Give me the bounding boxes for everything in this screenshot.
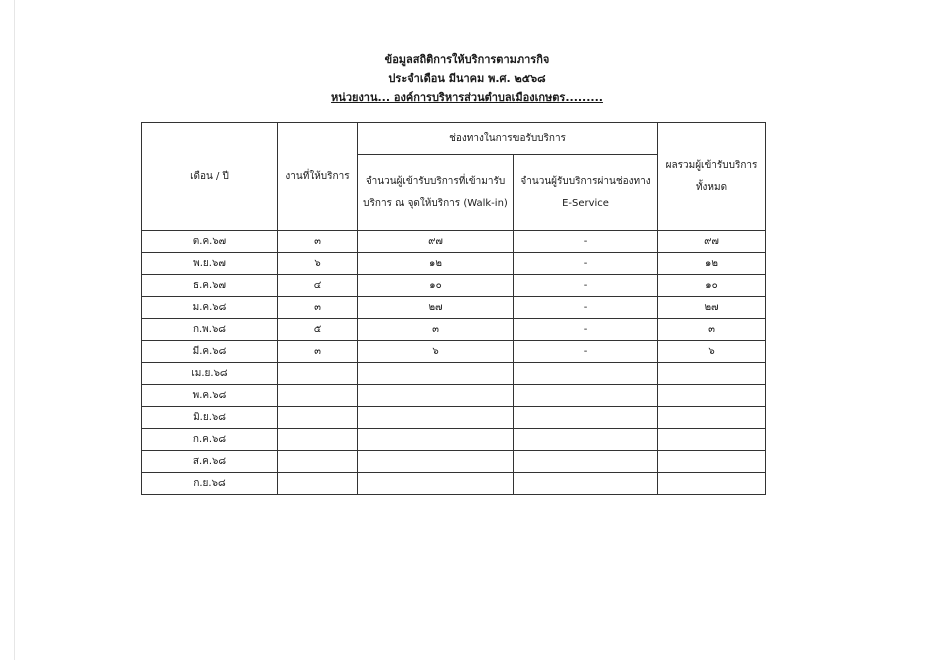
cell-tasks: ๔ [278, 275, 358, 297]
cell-tasks [278, 473, 358, 495]
cell-eservice: - [514, 231, 658, 253]
cell-eservice [514, 363, 658, 385]
cell-walkin: ๑๒ [358, 253, 514, 275]
cell-walkin [358, 385, 514, 407]
table-row [142, 363, 766, 385]
cell-tasks: ๓ [278, 297, 358, 319]
header-eservice: จำนวนผู้รับบริการผ่านช่องทาง E-Service [514, 155, 658, 231]
table-body [142, 231, 766, 495]
table-row [142, 319, 766, 341]
header-walkin: จำนวนผู้เข้ารับบริการที่เข้ามารับบริการ ณ จุดให้บริการ (Walk-in) [358, 155, 514, 231]
table-row [142, 407, 766, 429]
cell-month: พ.ค.๖๘ [142, 385, 278, 407]
cell-month: ก.พ.๖๘ [142, 319, 278, 341]
cell-eservice: - [514, 253, 658, 275]
cell-month: ต.ค.๖๗ [142, 231, 278, 253]
cell-month: ก.ย.๖๘ [142, 473, 278, 495]
cell-total [658, 407, 766, 429]
cell-total: ๑๐ [658, 275, 766, 297]
cell-eservice [514, 407, 658, 429]
table-header-row [142, 123, 766, 155]
cell-walkin [358, 473, 514, 495]
cell-eservice: - [514, 319, 658, 341]
table-row [142, 473, 766, 495]
cell-walkin [358, 451, 514, 473]
cell-tasks: ๖ [278, 253, 358, 275]
cell-total: ๖ [658, 341, 766, 363]
cell-walkin: ๙๗ [358, 231, 514, 253]
cell-total: ๙๗ [658, 231, 766, 253]
cell-month: ธ.ค.๖๗ [142, 275, 278, 297]
header-total: ผลรวมผู้เข้ารับบริการทั้งหมด [658, 123, 766, 231]
table-row [142, 341, 766, 363]
cell-eservice [514, 451, 658, 473]
cell-eservice: - [514, 275, 658, 297]
table-row [142, 297, 766, 319]
document-title: ข้อมูลสถิติการให้บริการตามภารกิจ [384, 53, 550, 66]
cell-month: ก.ค.๖๘ [142, 429, 278, 451]
cell-total: ๓ [658, 319, 766, 341]
cell-walkin: ๒๗ [358, 297, 514, 319]
cell-eservice [514, 385, 658, 407]
cell-total: ๒๗ [658, 297, 766, 319]
cell-tasks: ๓ [278, 231, 358, 253]
cell-tasks [278, 429, 358, 451]
cell-walkin [358, 407, 514, 429]
cell-tasks: ๓ [278, 341, 358, 363]
cell-tasks [278, 407, 358, 429]
cell-total [658, 385, 766, 407]
cell-tasks: ๕ [278, 319, 358, 341]
cell-walkin: ๑๐ [358, 275, 514, 297]
cell-total [658, 429, 766, 451]
cell-total [658, 451, 766, 473]
cell-eservice [514, 429, 658, 451]
cell-month: มิ.ย.๖๘ [142, 407, 278, 429]
cell-total: ๑๒ [658, 253, 766, 275]
cell-month: ม.ค.๖๘ [142, 297, 278, 319]
document-unit: หน่วยงาน... องค์การบริหารส่วนตำบลเมืองเกษตร......... [331, 91, 603, 104]
cell-walkin [358, 363, 514, 385]
table-row [142, 385, 766, 407]
header-month: เดือน / ปี [142, 123, 278, 231]
document-header [0, 50, 934, 107]
cell-month: เม.ย.๖๘ [142, 363, 278, 385]
cell-month: ส.ค.๖๘ [142, 451, 278, 473]
cell-total [658, 363, 766, 385]
cell-eservice: - [514, 297, 658, 319]
cell-tasks [278, 451, 358, 473]
table-row [142, 253, 766, 275]
service-statistics-table [141, 122, 766, 495]
table-row [142, 275, 766, 297]
table-row [142, 231, 766, 253]
cell-tasks [278, 385, 358, 407]
cell-month: มี.ค.๖๘ [142, 341, 278, 363]
table-row [142, 429, 766, 451]
cell-eservice [514, 473, 658, 495]
header-tasks: งานที่ให้บริการ [278, 123, 358, 231]
cell-tasks [278, 363, 358, 385]
cell-eservice: - [514, 341, 658, 363]
cell-walkin: ๓ [358, 319, 514, 341]
document-period: ประจำเดือน มีนาคม พ.ศ. ๒๕๖๘ [388, 72, 546, 85]
header-channels: ช่องทางในการขอรับบริการ [358, 123, 658, 155]
cell-walkin: ๖ [358, 341, 514, 363]
cell-walkin [358, 429, 514, 451]
cell-total [658, 473, 766, 495]
cell-month: พ.ย.๖๗ [142, 253, 278, 275]
table-row [142, 451, 766, 473]
